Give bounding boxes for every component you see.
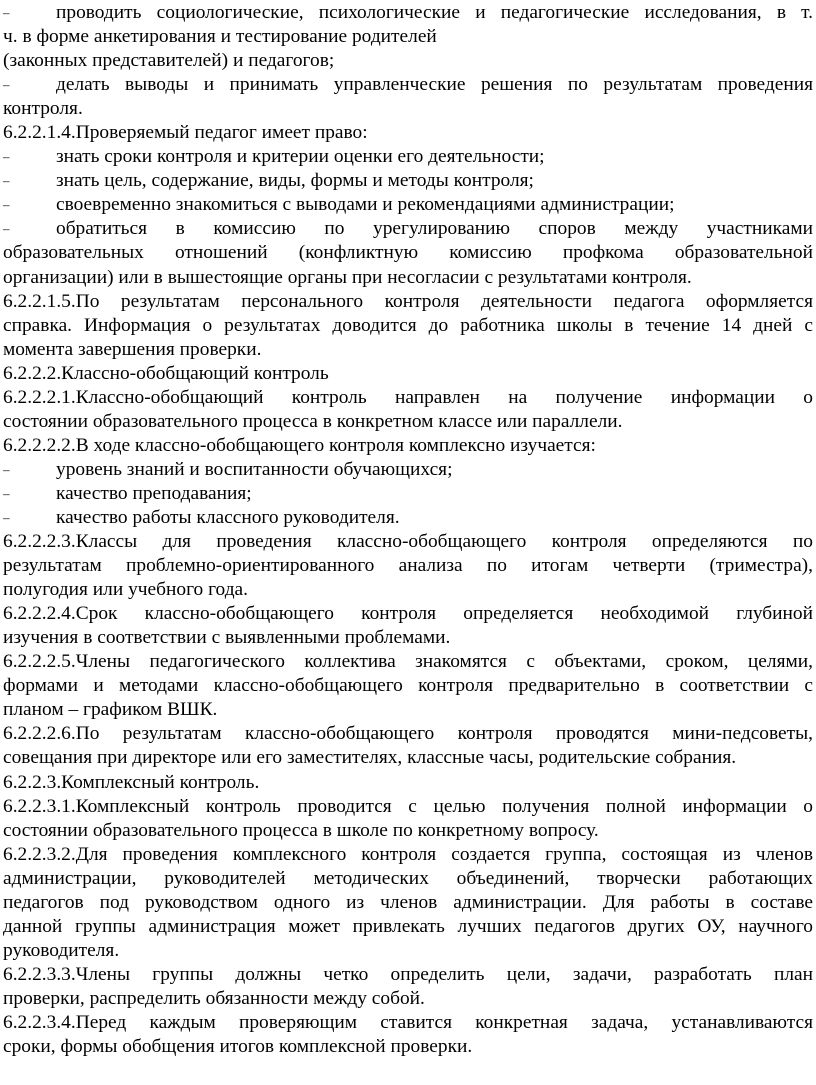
text-line: 6.2.2.1.5.По результатам персонального контроля деятельности педагога оформляется [3, 290, 813, 312]
text-line: данной группы администрация может привлекать лучших педагогов других ОУ, научного [3, 915, 813, 937]
paragraph [3, 963, 813, 1011]
dash-bullet: – [3, 149, 10, 165]
text-line: формами и методами классно-обобщающего контроля предварительно в соответствии с [3, 675, 813, 697]
bullet-item [3, 458, 813, 482]
text-line: полугодия или учебного года. [3, 579, 249, 601]
paragraph [3, 795, 813, 843]
dash-bullet: – [3, 77, 10, 93]
bullet-item [3, 482, 813, 506]
bullet-text: качество работы классного руководителя. [56, 506, 400, 528]
text-line: 6.2.2.3.2.Для проведения комплексного контроля создается группа, состоящая из членов [3, 843, 813, 865]
paragraph [3, 362, 813, 386]
text-line [3, 482, 813, 506]
text-line: 6.2.2.3.4.Перед каждым проверяющим ставится конкретная задача, устанавливаются [3, 1011, 813, 1033]
paragraph [3, 290, 813, 362]
bullet-item [3, 193, 813, 217]
text-line: организации) или в вышестоящие органы при несогласии с результатами контроля. [3, 266, 692, 288]
text-line: руководителя. [3, 939, 120, 961]
text-line: 6.2.2.2.1.Классно-обобщающий контроль направлен на получение информации о [3, 386, 813, 408]
text-line: справка. Информация о результатах доводится до работника школы в течение 14 дней с [3, 314, 813, 336]
text-line: 6.2.2.3.3.Члены группы должны четко определить цели, задачи, разработать план [3, 963, 813, 985]
bullet-item [3, 506, 813, 530]
text-line: 6.2.2.2.4.Срок классно-обобщающего контроля определяется необходимой глубиной [3, 603, 813, 625]
text-line: образовательных отношений (конфликтную комиссию профкома образовательной [3, 242, 813, 264]
text-line: совещания при директоре или его заместителях, классные часы, родительские собрания. [3, 747, 737, 769]
bullet-item [3, 1, 813, 49]
text-line: 6.2.2.1.4.Проверяемый педагог имеет право: [3, 122, 368, 144]
bullet-text: уровень знаний и воспитанности обучающихся; [56, 458, 453, 480]
dash-bullet: – [3, 5, 10, 20]
text-line: планом – графиком ВШК. [3, 699, 218, 721]
bullet-text: обратиться в комиссию по урегулированию споров между участниками [56, 218, 813, 240]
paragraph [3, 121, 813, 145]
bullet-text: знать цель, содержание, виды, формы и методы контроля; [56, 170, 534, 192]
paragraph [3, 722, 813, 770]
paragraph [3, 434, 813, 458]
paragraph [3, 530, 813, 602]
bullet-text: проводить социологические, психологические и педагогические исследования, в т. [56, 2, 813, 23]
paragraph [3, 386, 813, 434]
text-line: педагогов под руководством одного из членов администрации. Для работы в составе [3, 891, 813, 913]
dash-bullet: – [3, 509, 10, 525]
text-line: 6.2.2.2.5.Члены педагогического коллектива знакомятся с объектами, сроком, целями, [3, 651, 813, 673]
bullet-item [3, 145, 813, 169]
bullet-item [3, 217, 813, 289]
text-line [3, 193, 813, 217]
paragraph [3, 49, 813, 73]
text-line: проверки, распределить обязанности между собой. [3, 987, 425, 1009]
text-line: 6.2.2.2.Классно-обобщающий контроль [3, 362, 329, 384]
text-line [3, 1, 813, 25]
text-line: 6.2.2.2.6.По результатам классно-обобщающего контроля проводятся мини-педсоветы, [3, 723, 813, 745]
paragraph [3, 771, 813, 795]
dash-bullet: – [3, 197, 10, 213]
bullet-text: качество преподавания; [56, 482, 252, 504]
paragraph [3, 1011, 813, 1059]
dash-bullet: – [3, 461, 10, 477]
bullet-item [3, 73, 813, 121]
text-line: изучения в соответствии с выявленными проблемами. [3, 627, 451, 649]
paragraph [3, 843, 813, 963]
text-line: администрации, руководителей методических объединений, творчески работающих [3, 867, 813, 889]
dash-bullet: – [3, 485, 10, 501]
text-line: состоянии образовательного процесса в конкретном классе или параллели. [3, 410, 623, 432]
text-line: момента завершения проверки. [3, 338, 262, 360]
paragraph [3, 650, 813, 722]
bullet-item [3, 169, 813, 193]
text-line [3, 169, 813, 193]
text-line: 6.2.2.2.3.Классы для проведения классно-обобщающего контроля определяются по [3, 531, 813, 553]
text-line [3, 458, 813, 482]
text-line: 6.2.2.3.1.Комплексный контроль проводится с целью получения полной информации о [3, 795, 813, 817]
text-line [3, 73, 813, 97]
text-line [3, 217, 813, 241]
text-line: ч. в форме анкетирования и тестирование родителей [3, 26, 437, 48]
bullet-text: своевременно знакомиться с выводами и рекомендациями администрации; [56, 194, 675, 216]
text-line: (законных представителей) и педагогов; [3, 50, 335, 72]
text-line: контроля. [3, 98, 83, 120]
text-line: результатам проблемно-ориентированного анализа по итогам четверти (триместра), [3, 555, 813, 577]
bullet-text: делать выводы и принимать управленческие решения по результатам проведения [56, 74, 813, 96]
text-line: 6.2.2.2.2.В ходе классно-обобщающего контроля комплексно изучается: [3, 434, 596, 456]
text-line: сроки, формы обобщения итогов комплексной проверки. [3, 1036, 473, 1058]
bullet-text: знать сроки контроля и критерии оценки его деятельности; [56, 146, 545, 168]
dash-bullet: – [3, 173, 10, 189]
dash-bullet: – [3, 221, 10, 237]
paragraph [3, 602, 813, 650]
text-line [3, 506, 813, 530]
text-line: 6.2.2.3.Комплексный контроль. [3, 771, 260, 793]
text-line: состоянии образовательного процесса в школе по конкретному вопросу. [3, 819, 599, 841]
text-line [3, 145, 813, 169]
